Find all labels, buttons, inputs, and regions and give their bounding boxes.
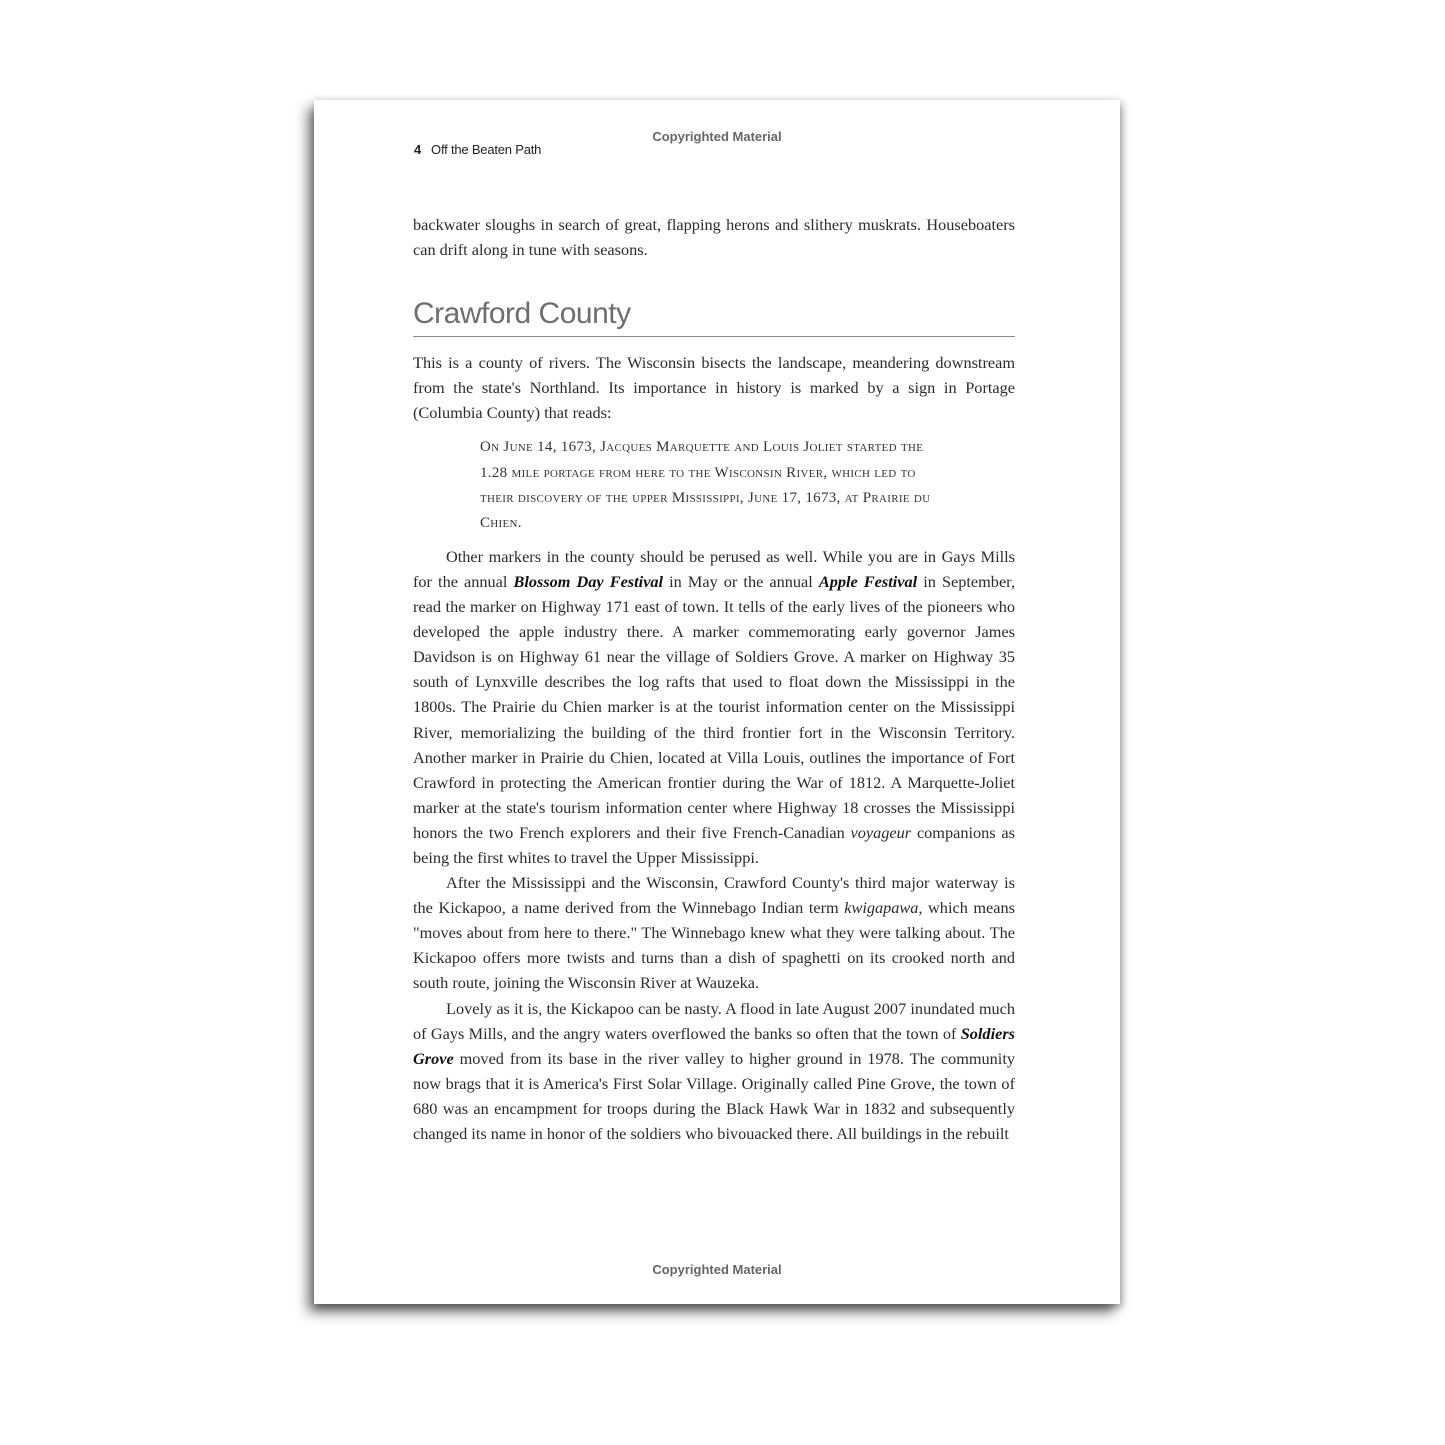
apple-festival-highlight: Apple Festival [818,571,918,591]
text-run: in May or the annual [663,571,819,591]
page-number: 4 [414,142,422,157]
text-run: moved from its base in the river valley to higher ground in 1978. The community now brags that it is America's First Solar Village. Originally called Pine Grove, the town of 680 was an encampment for troops during the Black Hawk War in 1832 and subsequently changed its name in honor of the soldiers who bivouacked there. All buildings in the rebuilt [413,1048,1015,1143]
paragraph-3 [413,870,1015,995]
kwigapawa-italic: kwigapawa, [844,898,923,918]
voyageur-italic: voyageur [850,822,912,842]
text-run: Other markers in the county should be perused as well. While you are in Gays Mills for the annual [413,546,1015,591]
soldiers-grove-highlight: Soldiers Grove [413,1023,1015,1068]
sign-quote: On June 14, 1673, Jacques Marquette and Louis Joliet started the 1.28 mile portage from here to the Wisconsin River, which led to their discovery of the upper Mississippi, June 17, 1673, at Prairie du Chien. [480,439,931,531]
running-head-title: Off the Beaten Path [431,142,542,157]
page-body [413,212,1015,1146]
blossom-day-festival-highlight: Blossom Day Festival [513,571,664,591]
paragraph-1: This is a county of rivers. The Wisconsin bisects the landscape, meandering downstream from the state's Northland. Its importance in history is marked by a sign in Portage (Columbia County) that reads: [413,353,1015,423]
text-run: Lovely as it is, the Kickapoo can be nasty. A flood in late August 2007 inundated much of Gays Mills, and the angry waters overflowed the banks so often that the town of [413,998,1015,1043]
book-page [314,100,1120,1304]
paragraph-4 [413,996,1015,1147]
running-head [414,142,541,157]
paragraph-2 [413,544,1015,870]
section-heading: Crawford County [413,296,1015,337]
text-run: which means "moves about from here to there." The Winnebago knew what they were talking about. The Kickapoo offers more twists and turns than a dish of spaghetti on its crooked north and south route, joining the Wisconsin River at Wauzeka. [413,898,1015,993]
intro-paragraph: backwater sloughs in search of great, flapping herons and slithery muskrats. Houseboaters can drift along in tune with seasons. [413,215,1015,260]
text-run: in September, read the marker on Highway 171 east of town. It tells of the early lives of the pioneers who developed the apple industry there. A marker commemorating early governor James Davidson is on Highway 61 near the village of Soldiers Grove. A marker on Highway 35 south of Lynxville describes the log rafts that used to float down the Mississippi in the 1800s. The Prairie du Chien marker is at the tourist information center on the Mississippi River, memorializing the building of the third frontier fort in the Wisconsin Territory. Another marker in Prairie du Chien, located at Villa Louis, outlines the importance of Fort Crawford in protecting the American frontier during the War of 1812. A Marquette-Joliet marker at the state's tourism information center where Highway 18 crosses the Mississippi honors the two French explorers and their five French-Canadian [413,571,1016,842]
text-run: companions as being the first whites to travel the Upper Mississippi. [413,822,1015,867]
copyright-notice-top: Copyrighted Material [652,129,782,144]
text-run: After the Mississippi and the Wisconsin, Crawford County's third major waterway is the Kickapoo, a name derived from the Winnebago Indian term [413,873,1015,918]
copyright-notice-bottom: Copyrighted Material [652,1262,782,1277]
